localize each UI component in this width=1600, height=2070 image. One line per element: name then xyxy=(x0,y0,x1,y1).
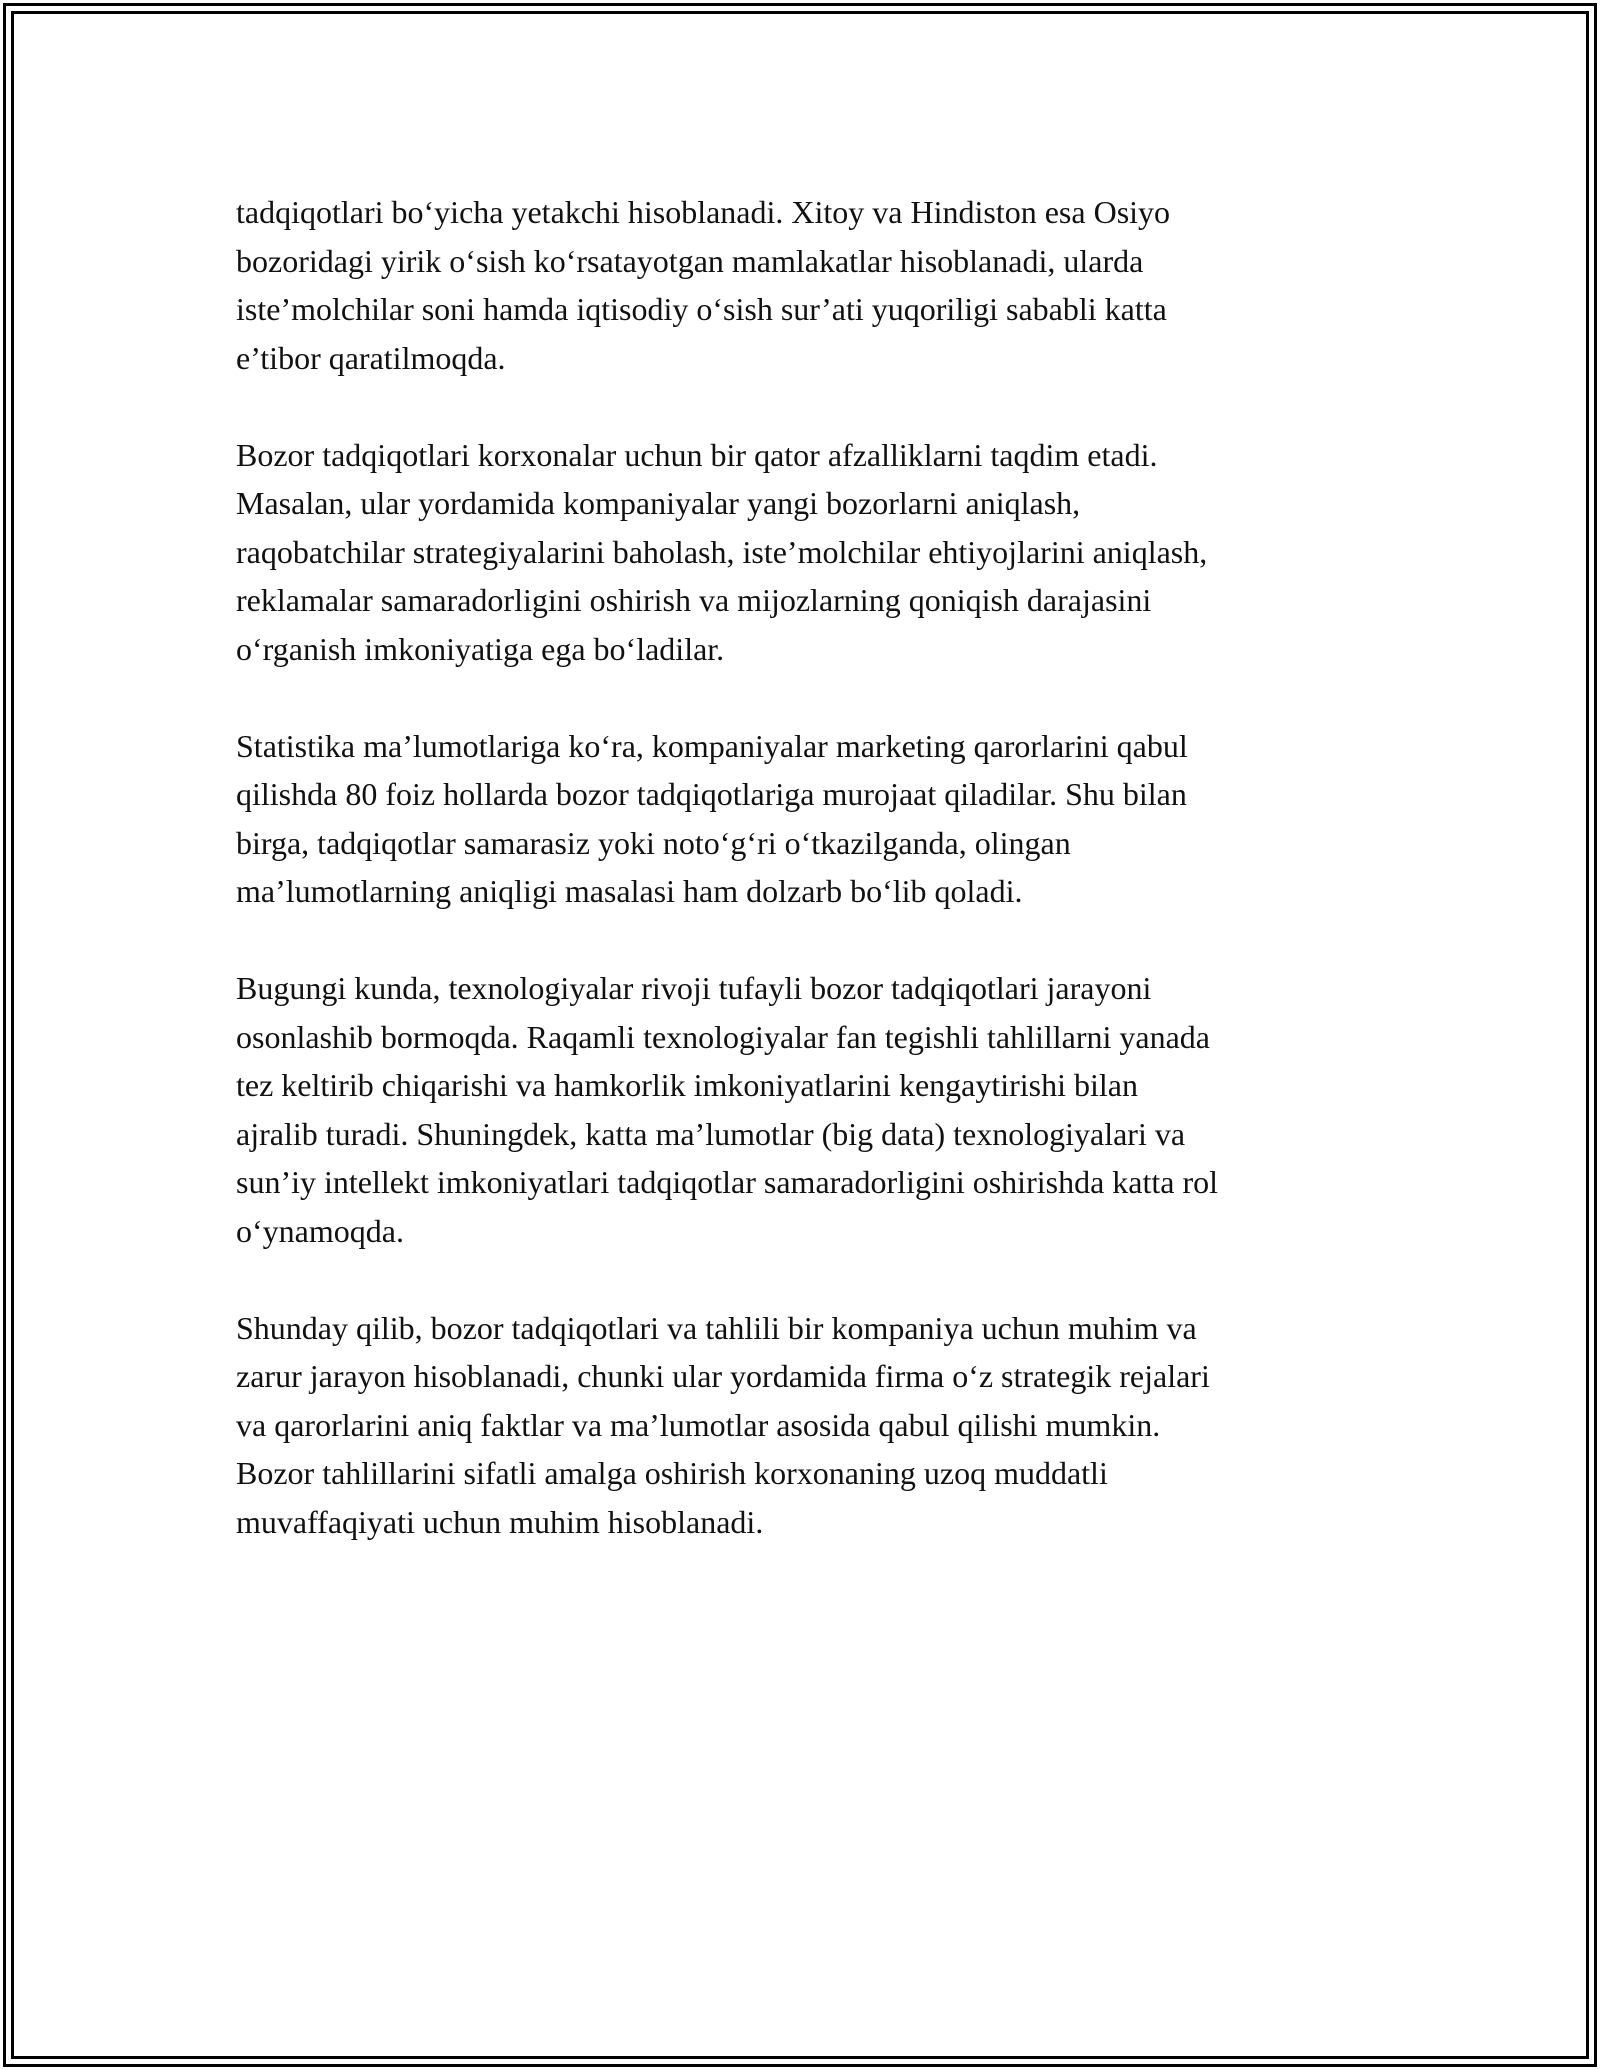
document-body xyxy=(236,188,1366,1595)
paragraph-2: Bozor tadqiqotlari korxonalar uchun bir qator afzalliklarni taqdim etadi. Masalan, ular yordamida kompaniyalar yangi bozorlarni aniqlash, raqobatchilar strategiyalarini baholash, iste’molchilar ehtiyojlarini aniqlash, reklamalar samaradorligini oshirish va mijozlarning qoniqish darajasini o‘rganish imkoniyatiga ega bo‘ladilar. xyxy=(236,436,1208,667)
paragraph-3: Statistika ma’lumotlariga ko‘ra, kompaniyalar marketing qarorlarini qabul qilishda 80 foiz hollarda bozor tadqiqotlariga murojaat qiladilar. Shu bilan birga, tadqiqotlar samarasiz yoki noto‘g‘ri o‘tkazilganda, olingan ma’lumotlarning aniqligi masalasi ham dolzarb bo‘lib qoladi. xyxy=(236,727,1188,909)
paragraph-4: Bugungi kunda, texnologiyalar rivoji tufayli bozor tadqiqotlari jarayoni osonlashib bormoqda. Raqamli texnologiyalar fan tegishli tahlillarni yanada tez keltirib chiqarishi va hamkorlik imkoniyatlarini kengaytirishi bilan ajralib turadi. Shuningdek, katta ma’lumotlar (big data) texnologiyalari va sun’iy intellekt imkoniyatlari tadqiqotlar samaradorligini oshirishda katta rol o‘ynamoqda. xyxy=(236,970,1218,1249)
paragraph-5: Shunday qilib, bozor tadqiqotlari va tahlili bir kompaniya uchun muhim va zarur jarayon hisoblanadi, chunki ular yordamida firma o‘z strategik rejalari va qarorlarini aniq faktlar va ma’lumotlar asosida qabul qilishi mumkin. Bozor tahlillarini sifatli amalga oshirish korxonaning uzoq muddatli muvaffaqiyati uchun muhim hisoblanadi. xyxy=(236,1309,1210,1540)
paragraph-1: tadqiqotlari bo‘yicha yetakchi hisoblanadi. Xitoy va Hindiston esa Osiyo bozoridagi yirik o‘sish ko‘rsatayotgan mamlakatlar hisoblanadi, ularda iste’molchilar soni hamda iqtisodiy o‘sish sur’ati yuqoriligi sababli katta e’tibor qaratilmoqda. xyxy=(236,194,1171,376)
